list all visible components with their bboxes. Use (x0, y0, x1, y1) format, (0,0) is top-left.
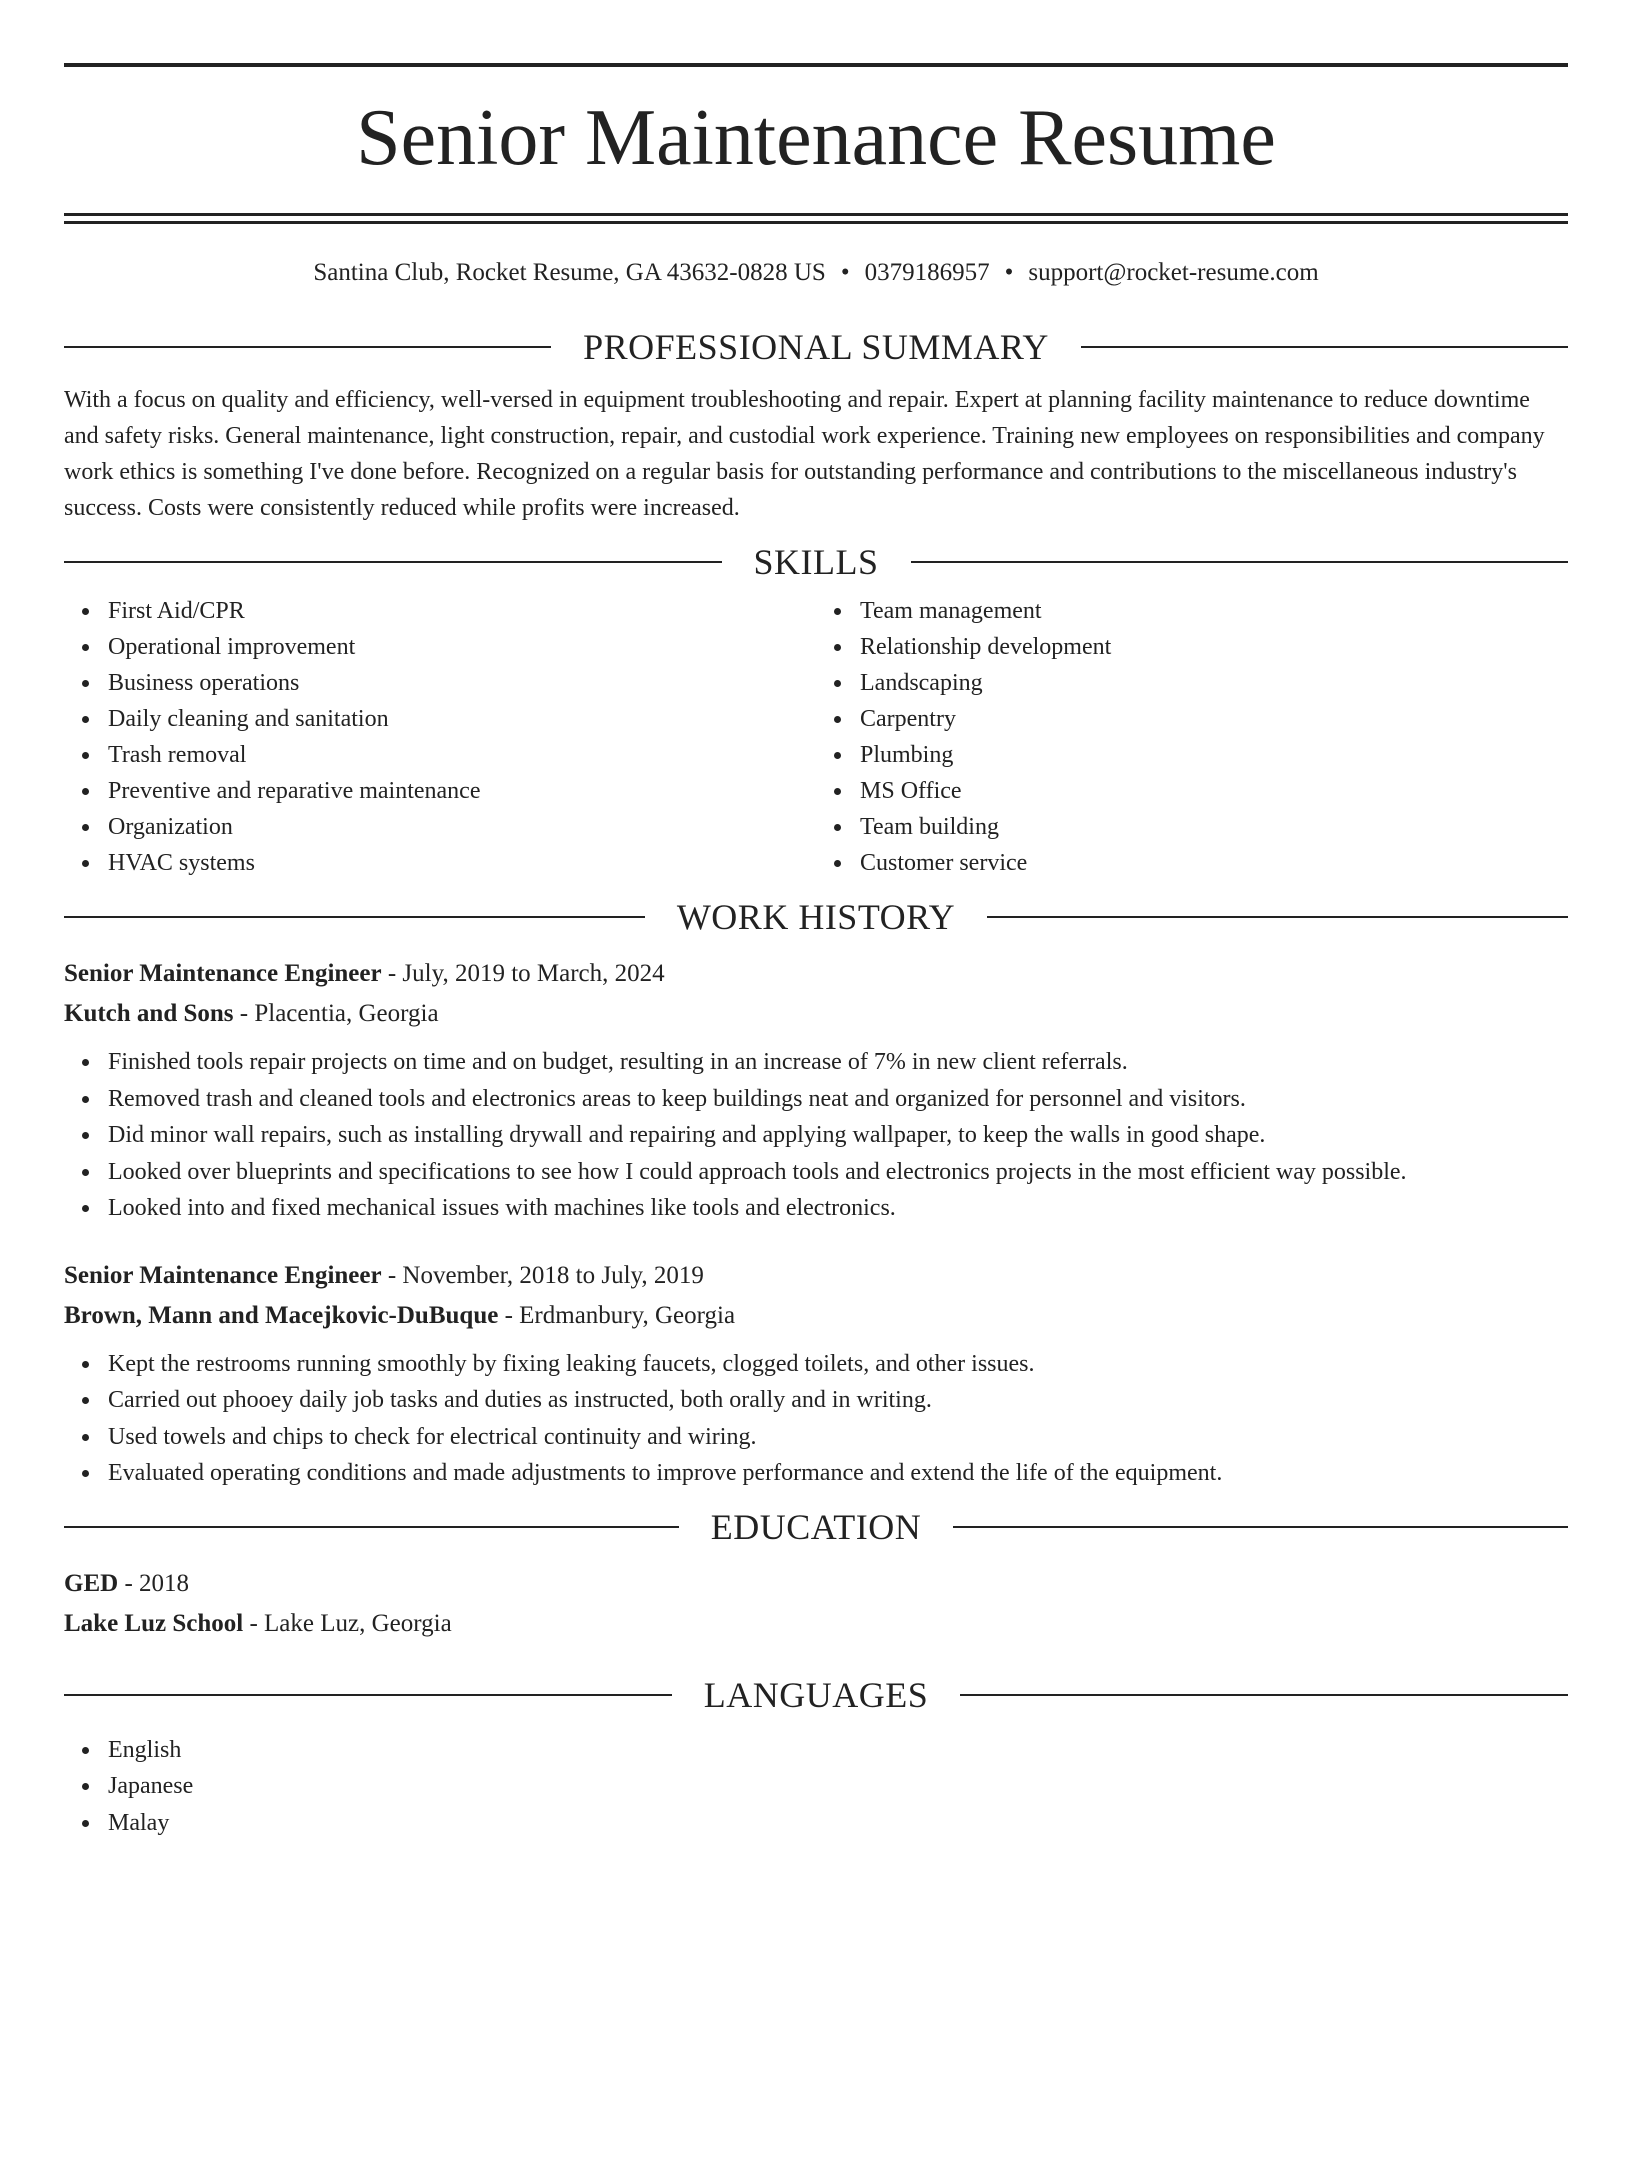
job-bullet: Evaluated operating conditions and made adjustments to improve performance and extend the life of the equipment. (108, 1455, 1568, 1492)
heading-rule (64, 916, 645, 918)
job-location: - Placentia, Georgia (239, 1000, 439, 1027)
job-company: Kutch and Sons (64, 1000, 234, 1027)
resume-title: Senior Maintenance Resume (356, 94, 1276, 182)
heading-rule (911, 561, 1569, 563)
contact-email: support@rocket-resume.com (1028, 259, 1319, 286)
language-item: Malay (108, 1805, 1568, 1842)
job-company: Brown, Mann and Macejkovic-DuBuque (64, 1301, 499, 1329)
job-bullet: Looked into and fixed mechanical issues with machines like tools and electronics. (108, 1190, 1568, 1227)
job-title: Senior Maintenance Engineer (64, 1261, 382, 1289)
education-school-line (64, 1604, 1568, 1644)
skill-item: Preventive and reparative maintenance (108, 773, 816, 809)
job-bullet: Finished tools repair projects on time and on budget, resulting in an increase of 7% in new client referrals. (108, 1044, 1568, 1081)
education-school: Lake Luz School (64, 1609, 244, 1637)
education-section-heading (64, 1504, 1568, 1550)
job-company-line (64, 994, 1568, 1034)
job-title-line (64, 1256, 1568, 1296)
education-heading: EDUCATION (710, 1506, 922, 1547)
job-dates: - July, 2019 to March, 2024 (387, 960, 665, 987)
skill-item: Daily cleaning and sanitation (108, 701, 816, 737)
work-heading: WORK HISTORY (676, 897, 956, 937)
education-year: - 2018 (124, 1569, 190, 1597)
job-title-line (64, 954, 1568, 994)
skill-item: Organization (108, 809, 816, 845)
heading-rule (64, 1694, 672, 1696)
skills-list (64, 593, 1568, 881)
skill-item: First Aid/CPR (108, 593, 816, 629)
skill-item: Operational improvement (108, 629, 816, 665)
job-company-line (64, 1296, 1568, 1336)
skill-item: HVAC systems (108, 845, 816, 881)
skill-item: MS Office (860, 773, 1568, 809)
job-bullet: Looked over blueprints and specifications to see how I could approach tools and electronics projects in the most efficient way possible. (108, 1154, 1568, 1191)
resume-page (0, 63, 1632, 2175)
job-bullet: Used towels and chips to check for electrical continuity and wiring. (108, 1419, 1568, 1456)
job-bullet: Removed trash and cleaned tools and electronics areas to keep buildings neat and organized for personnel and visitors. (108, 1081, 1568, 1118)
job-bullet: Carried out phooey daily job tasks and duties as instructed, both orally and in writing. (108, 1382, 1568, 1419)
skills-heading: SKILLS (753, 542, 879, 582)
job-title: Senior Maintenance Engineer (64, 960, 382, 987)
job-dates: - November, 2018 to July, 2019 (387, 1261, 704, 1289)
title-double-rule (64, 213, 1568, 224)
skill-item: Carpentry (860, 701, 1568, 737)
top-rule (64, 63, 1568, 67)
education-degree: GED (64, 1569, 119, 1597)
heading-rule (64, 561, 722, 563)
job-location: - Erdmanbury, Georgia (504, 1301, 736, 1329)
language-item: Japanese (108, 1768, 1568, 1805)
skill-item: Landscaping (860, 665, 1568, 701)
contact-phone: 0379186957 (864, 259, 990, 286)
contact-separator: • (840, 259, 850, 286)
heading-rule (64, 1526, 679, 1528)
skills-column-right (816, 593, 1568, 881)
job-bullet: Kept the restrooms running smoothly by fixing leaking faucets, clogged toilets, and other issues. (108, 1346, 1568, 1383)
summary-text: With a focus on quality and efficiency, well-versed in equipment troubleshooting and repair. Expert at planning facility maintenance to reduce downtime and safety risks. General maintenance, light construction, repair, and custodial work experience. Training new employees on responsibilities and company work ethics is something I've done before. Recognized on a regular basis for outstanding performance and contributions to the miscellaneous industry's success. Costs were consistently reduced while profits were increased. (64, 387, 1545, 521)
skill-item: Plumbing (860, 737, 1568, 773)
education-location: - Lake Luz, Georgia (249, 1609, 452, 1637)
contact-separator: • (1004, 259, 1014, 286)
heading-rule (64, 346, 551, 348)
languages-section-heading (64, 1672, 1568, 1718)
work-section-heading (64, 894, 1568, 940)
contact-line (64, 257, 1568, 289)
job-bullet: Did minor wall repairs, such as installing drywall and repairing and applying wallpaper, to keep the walls in good shape. (108, 1117, 1568, 1154)
summary-heading: PROFESSIONAL SUMMARY (583, 327, 1049, 367)
language-item: English (108, 1732, 1568, 1769)
languages-list (64, 1732, 1568, 1842)
education-entry (64, 1564, 1568, 1644)
skill-item: Business operations (108, 665, 816, 701)
skill-item: Team management (860, 593, 1568, 629)
education-degree-line (64, 1564, 1568, 1604)
skills-section-heading (64, 539, 1568, 585)
skill-item: Relationship development (860, 629, 1568, 665)
skill-item: Customer service (860, 845, 1568, 881)
contact-address: Santina Club, Rocket Resume, GA 43632-0828 US (313, 259, 826, 286)
skill-item: Trash removal (108, 737, 816, 773)
summary-section-heading (64, 324, 1568, 370)
heading-rule (960, 1694, 1568, 1696)
heading-rule (1081, 346, 1568, 348)
heading-rule (987, 916, 1568, 918)
job-entry (64, 954, 1568, 1227)
job-bullets (64, 1044, 1568, 1227)
languages-heading: LANGUAGES (703, 1674, 929, 1715)
skill-item: Team building (860, 809, 1568, 845)
job-bullets (64, 1346, 1568, 1492)
heading-rule (953, 1526, 1568, 1528)
skills-column-left (64, 593, 816, 881)
job-entry (64, 1256, 1568, 1492)
